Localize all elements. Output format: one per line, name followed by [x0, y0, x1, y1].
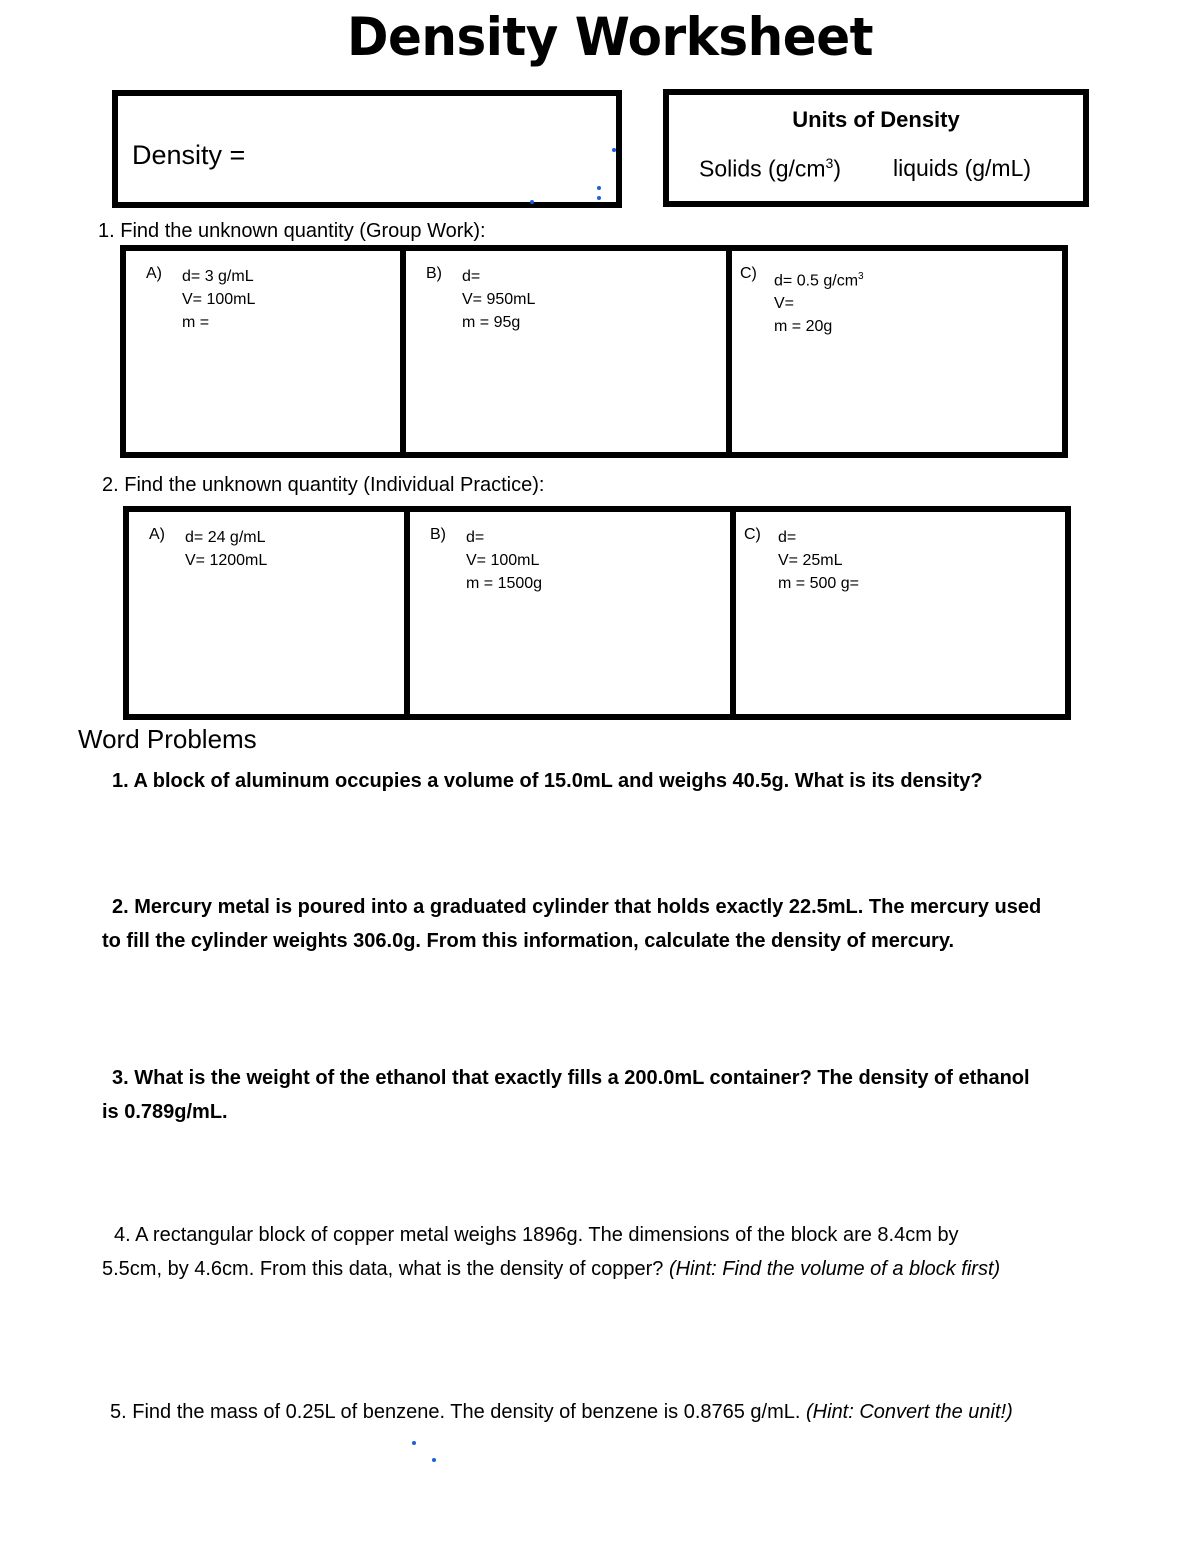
- cell-values: [774, 265, 864, 338]
- units-liquids: liquids (g/mL): [893, 155, 1032, 181]
- mass-value: m =: [182, 314, 210, 331]
- units-solids-text: Solids (g/cm: [699, 155, 826, 182]
- stray-mark: [412, 1441, 416, 1445]
- density-formula-box: [112, 90, 622, 208]
- density-formula-label: Density =: [132, 140, 246, 170]
- word-problem-3-line1: 3. What is the weight of the ethanol that exactly fills a 200.0mL container? The density of ethanol: [112, 1067, 1030, 1089]
- section1-grid: [120, 245, 1068, 458]
- volume-value: V= 100mL: [466, 552, 540, 569]
- cell-letter: A): [146, 265, 162, 282]
- density-value: [774, 265, 864, 292]
- volume-value: V= 1200mL: [185, 552, 268, 569]
- section2-cell-c: [736, 512, 1065, 714]
- cell-values: [462, 265, 535, 334]
- word-problems-title: Word Problems: [78, 724, 257, 754]
- cell-letter: B): [426, 265, 442, 282]
- word-problem-4-hint: (Hint: Find the volume of a block first): [668, 1258, 1001, 1280]
- units-title: Units of Density: [792, 107, 960, 132]
- cell-values: [182, 265, 255, 334]
- cell-letter: C): [744, 526, 761, 543]
- cell-values: [466, 526, 542, 595]
- word-problem-1: [112, 764, 983, 798]
- density-exponent: 3: [858, 271, 864, 282]
- mass-value: m = 1500g: [466, 575, 543, 592]
- volume-value: V= 25mL: [778, 552, 843, 569]
- stray-mark: [432, 1458, 436, 1462]
- section1-cell-b: [406, 251, 732, 452]
- density-value: d= 3 g/mL: [182, 268, 254, 285]
- cell-letter: C): [740, 265, 757, 282]
- word-problem-1-text: 1. A block of aluminum occupies a volume of 15.0mL and weighs 40.5g. What is its density?: [112, 770, 983, 792]
- section2-heading: 2. Find the unknown quantity (Individual Practice):: [102, 474, 545, 496]
- word-problem-4-line1: 4. A rectangular block of copper metal weighs 1896g. The dimensions of the block are 8.4cm by: [114, 1224, 959, 1246]
- worksheet-title: Density Worksheet: [346, 6, 874, 68]
- stray-mark: [597, 186, 601, 190]
- cell-values: [778, 526, 859, 595]
- word-problem-3-line2: is 0.789g/mL.: [102, 1101, 228, 1123]
- cell-values: [185, 526, 267, 572]
- mass-value: m = 20g: [774, 318, 833, 336]
- word-problem-2-line2: to fill the cylinder weights 306.0g. From this information, calculate the density of mercury.: [102, 930, 955, 952]
- section2-cell-b: [410, 512, 736, 714]
- word-problem-5-text: 5. Find the mass of 0.25L of benzene. The density of benzene is 0.8765 g/mL.: [110, 1401, 801, 1423]
- units-solids-close: ): [833, 155, 842, 182]
- density-value: d=: [778, 529, 797, 546]
- stray-mark: [530, 200, 534, 204]
- mass-value: m = 95g: [462, 314, 521, 331]
- word-problem-2: [102, 890, 1041, 958]
- units-solids-exponent: 3: [825, 155, 834, 171]
- cell-letter: B): [430, 526, 446, 543]
- density-value: d= 24 g/mL: [185, 529, 266, 546]
- word-problem-5-hint: (Hint: Convert the unit!): [806, 1401, 1013, 1423]
- word-problem-5: [110, 1395, 1013, 1429]
- units-solids: [699, 155, 841, 183]
- word-problem-4-line2: 5.5cm, by 4.6cm. From this data, what is the density of copper?: [102, 1258, 664, 1280]
- density-text: d= 0.5 g/cm: [774, 272, 859, 290]
- stray-mark: [612, 148, 616, 152]
- word-problem-4: [102, 1218, 1000, 1286]
- volume-value: V= 100mL: [182, 291, 256, 308]
- word-problem-3: [102, 1061, 1030, 1129]
- word-problem-2-line1: 2. Mercury metal is poured into a graduated cylinder that holds exactly 22.5mL. The mercury used: [112, 896, 1042, 918]
- mass-value: m = 500 g=: [778, 575, 859, 592]
- section2-cell-a: [129, 512, 410, 714]
- section2-grid: [123, 506, 1071, 720]
- volume-value: V= 950mL: [462, 291, 536, 308]
- density-value: d=: [462, 268, 481, 285]
- volume-value: V=: [774, 295, 795, 313]
- density-value: d=: [466, 529, 485, 546]
- section1-cell-c: [732, 251, 1062, 452]
- units-of-density-box: [663, 89, 1089, 207]
- stray-mark: [597, 196, 601, 200]
- section1-cell-a: [126, 251, 406, 452]
- section1-heading: 1. Find the unknown quantity (Group Work):: [98, 220, 486, 242]
- cell-letter: A): [149, 526, 165, 543]
